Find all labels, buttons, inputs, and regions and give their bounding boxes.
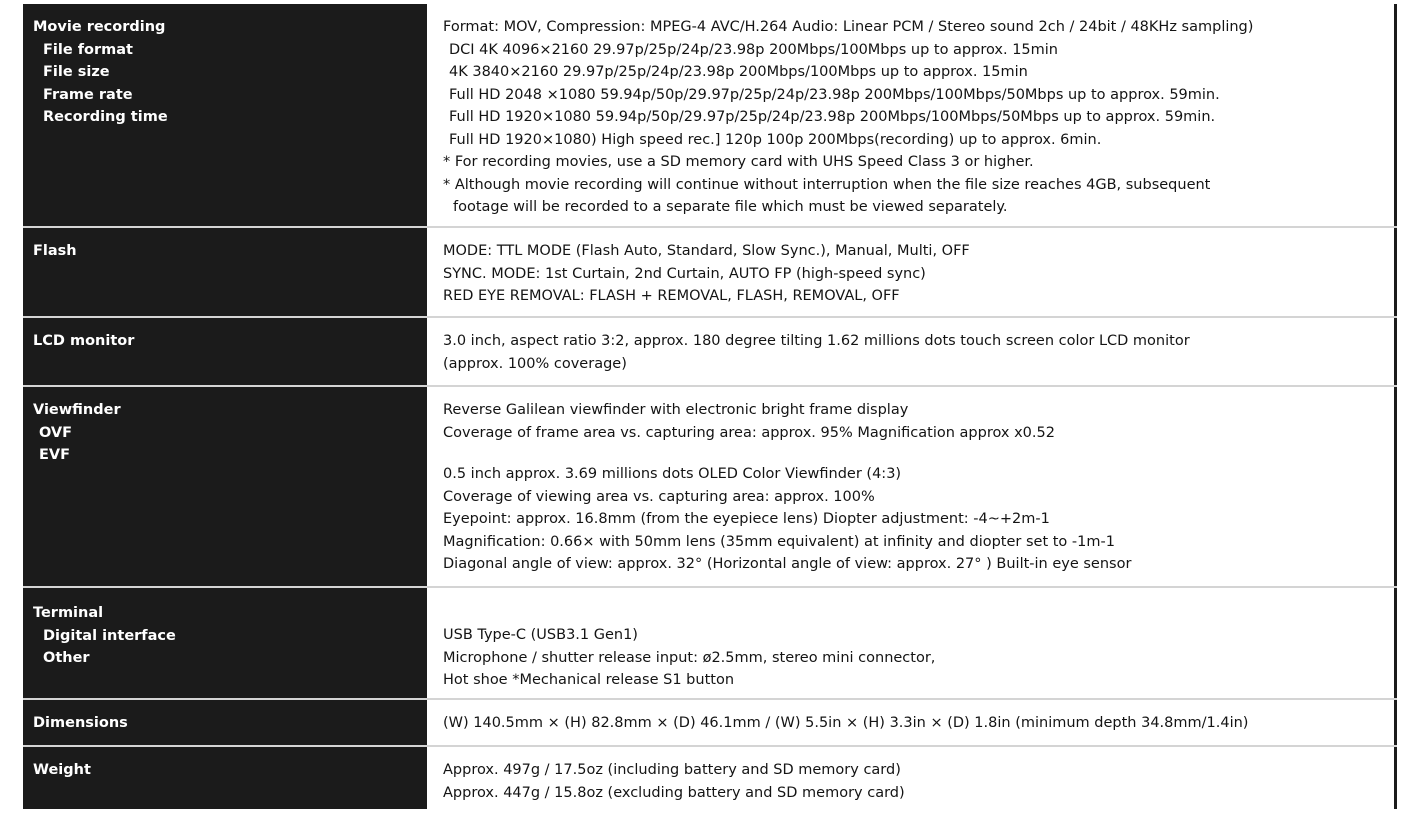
- spec-value-line: Eyepoint: approx. 16.8mm (from the eyepiece lens) Diopter adjustment: -4~+2m-1: [443, 511, 1050, 527]
- spec-value-line: * For recording movies, use a SD memory card with UHS Speed Class 3 or higher.: [443, 154, 1034, 170]
- spec-value-line: 4K 3840×2160 29.97p/25p/24p/23.98p 200Mbps/100Mbps up to approx. 15min: [449, 64, 1028, 80]
- spec-table: [23, 4, 1397, 809]
- spec-value-cell: [427, 228, 1397, 316]
- spec-row-viewfinder: [23, 387, 1397, 588]
- spec-value-cell: [427, 747, 1397, 809]
- spec-value-cell: [427, 4, 1397, 226]
- spec-value-line: RED EYE REMOVAL: FLASH + REMOVAL, FLASH, REMOVAL, OFF: [443, 288, 900, 304]
- spec-label-cell: [23, 700, 427, 745]
- spec-value-line: SYNC. MODE: 1st Curtain, 2nd Curtain, AUTO FP (high-speed sync): [443, 265, 926, 282]
- spec-value-line: Approx. 447g / 15.8oz (excluding battery and SD memory card): [443, 784, 905, 801]
- spec-value-cell: [427, 318, 1397, 385]
- spec-value-line: Approx. 497g / 17.5oz (including battery and SD memory card): [443, 762, 901, 778]
- spec-value-line: Full HD 2048 ×1080 59.94p/50p/29.97p/25p/24p/23.98p 200Mbps/100Mbps/50Mbps up to approx. 59min.: [449, 86, 1220, 103]
- spec-value-line: Diagonal angle of view: approx. 32° (Horizontal angle of view: approx. 27° ) Built-in eye sensor: [443, 556, 1132, 572]
- spec-row-terminal: [23, 588, 1397, 700]
- spec-value-line: Hot shoe *Mechanical release S1 button: [443, 672, 735, 688]
- spec-value-line: Reverse Galilean viewfinder with electronic bright frame display: [443, 402, 909, 418]
- spec-value-line: 3.0 inch, aspect ratio 3:2, approx. 180 degree tilting 1.62 millions dots touch screen color LCD monitor: [443, 333, 1190, 349]
- spec-label-flash: Flash: [33, 243, 77, 259]
- spec-label-movie-recording: Movie recording: [33, 19, 166, 35]
- spec-value-line: Format: MOV, Compression: MPEG-4 AVC/H.264 Audio: Linear PCM / Stereo sound 2ch / 24bit / 48KHz sampling): [443, 19, 1254, 35]
- spacer: [443, 444, 1384, 463]
- spec-label-lcd-monitor: LCD monitor: [33, 333, 135, 349]
- spec-sublabel-recording-time: Recording time: [43, 109, 168, 125]
- spec-sublabel-digital-interface: Digital interface: [43, 627, 176, 644]
- spec-sublabel-other: Other: [43, 650, 90, 666]
- spec-row-lcd-monitor: [23, 318, 1397, 387]
- spec-value-line: (approx. 100% coverage): [443, 355, 627, 372]
- spec-row-movie-recording: [23, 4, 1397, 228]
- spec-value-line: 0.5 inch approx. 3.69 millions dots OLED Color Viewfinder (4:3): [443, 466, 902, 482]
- spec-sublabel-file-format: File format: [43, 41, 133, 58]
- spec-row-dimensions: [23, 700, 1397, 747]
- spec-value-line: Full HD 1920×1080) High speed rec.] 120p 100p 200Mbps(recording) up to approx. 6min.: [449, 131, 1102, 148]
- spec-value-line: footage will be recorded to a separate file which must be viewed separately.: [453, 199, 1008, 215]
- spec-row-weight: [23, 747, 1397, 809]
- spec-value-line: MODE: TTL MODE (Flash Auto, Standard, Slow Sync.), Manual, Multi, OFF: [443, 243, 970, 259]
- spec-label-terminal: Terminal: [33, 605, 104, 621]
- spec-value-line: Microphone / shutter release input: ø2.5mm, stereo mini connector,: [443, 649, 936, 666]
- spec-value-line: Full HD 1920×1080 59.94p/50p/29.97p/25p/24p/23.98p 200Mbps/100Mbps/50Mbps up to approx. 59min.: [449, 109, 1216, 125]
- spec-sublabel-frame-rate: Frame rate: [43, 86, 133, 103]
- spec-value-cell: [427, 588, 1397, 698]
- spec-value-line: Magnification: 0.66× with 50mm lens (35mm equivalent) at infinity and diopter set to -1m-1: [443, 533, 1115, 550]
- spec-sublabel-evf: EVF: [39, 447, 71, 463]
- spec-label-cell: [23, 588, 427, 698]
- spec-value-line: (W) 140.5mm × (H) 82.8mm × (D) 46.1mm / (W) 5.5in × (H) 3.3in × (D) 1.8in (minimum depth 34.8mm/1.4in): [443, 715, 1249, 731]
- spec-value-line: Coverage of viewing area vs. capturing area: approx. 100%: [443, 488, 875, 505]
- spec-label-cell: [23, 747, 427, 809]
- spec-label-cell: [23, 228, 427, 316]
- spec-label-cell: [23, 318, 427, 385]
- spec-value-cell: [427, 387, 1397, 586]
- spec-value-cell: [427, 700, 1397, 745]
- spec-sublabel-file-size: File size: [43, 64, 110, 80]
- spec-label-weight: Weight: [33, 762, 91, 778]
- spec-value-line: * Although movie recording will continue without interruption when the file size reaches 4GB, subsequent: [443, 176, 1211, 193]
- spec-label-cell: [23, 387, 427, 586]
- spec-label-viewfinder: Viewfinder: [33, 402, 121, 418]
- spec-value-line: DCI 4K 4096×2160 29.97p/25p/24p/23.98p 200Mbps/100Mbps up to approx. 15min: [449, 41, 1058, 58]
- spec-value-line: Coverage of frame area vs. capturing area: approx. 95% Magnification approx x0.52: [443, 424, 1055, 441]
- spec-row-flash: [23, 228, 1397, 318]
- spec-label-dimensions: Dimensions: [33, 715, 128, 731]
- spec-value-line: USB Type-C (USB3.1 Gen1): [443, 627, 638, 643]
- spec-sublabel-ovf: OVF: [39, 424, 73, 441]
- spec-label-cell: [23, 4, 427, 226]
